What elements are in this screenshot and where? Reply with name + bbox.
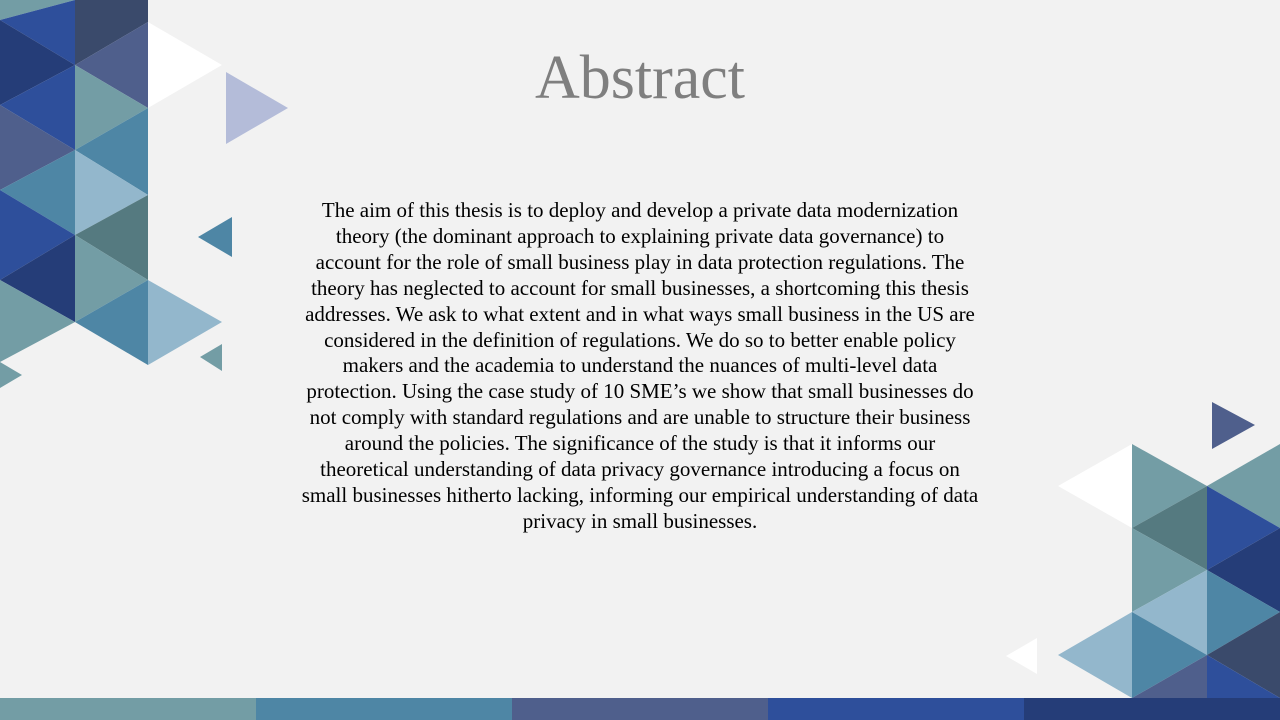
abstract-line: The aim of this thesis is to deploy and develop a private data modernization	[321, 198, 959, 222]
footer-segment	[768, 698, 1024, 720]
deco-triangle	[1006, 638, 1037, 674]
footer-segment	[256, 698, 512, 720]
abstract-line: privacy in small businesses.	[522, 508, 758, 533]
abstract-line: around the policies. The significance of the study is that it informs our	[344, 431, 936, 456]
deco-triangle	[0, 362, 22, 388]
abstract-text	[246, 198, 1034, 535]
abstract-line: theoretical understanding of data privacy governance introducing a focus on	[320, 457, 960, 482]
abstract-line: account for the role of small business play in data protection regulations. The	[315, 249, 965, 274]
abstract-line: considered in the definition of regulations. We do so to better enable policy	[324, 327, 956, 352]
abstract-line: theory has neglected to account for small businesses, a shortcoming this thesis	[311, 275, 969, 300]
deco-triangle	[226, 72, 288, 144]
deco-triangle	[1212, 402, 1255, 449]
abstract-line: small businesses hitherto lacking, informing our empirical understanding of data	[301, 482, 979, 507]
abstract-line: protection. Using the case study of 10 SME’s we show that small businesses do	[306, 379, 974, 404]
deco-triangle	[1058, 444, 1132, 528]
footer-segment	[1024, 698, 1280, 720]
deco-triangle	[148, 22, 222, 108]
abstract-line: addresses. We ask to what extent and in what ways small business in the US are	[305, 301, 975, 326]
footer-segment	[0, 698, 256, 720]
deco-triangle	[200, 344, 222, 371]
footer-color-bar	[0, 698, 1280, 720]
abstract-line: not comply with standard regulations and are unable to structure their business	[309, 405, 971, 430]
footer-segment	[512, 698, 768, 720]
slide-title: Abstract	[534, 44, 746, 112]
deco-triangle	[1058, 612, 1132, 698]
deco-triangle	[198, 217, 232, 257]
abstract-line: makers and the academia to understand the nuances of multi-level data	[342, 353, 938, 378]
abstract-line: theory (the dominant approach to explaining private data governance) to	[335, 223, 945, 248]
